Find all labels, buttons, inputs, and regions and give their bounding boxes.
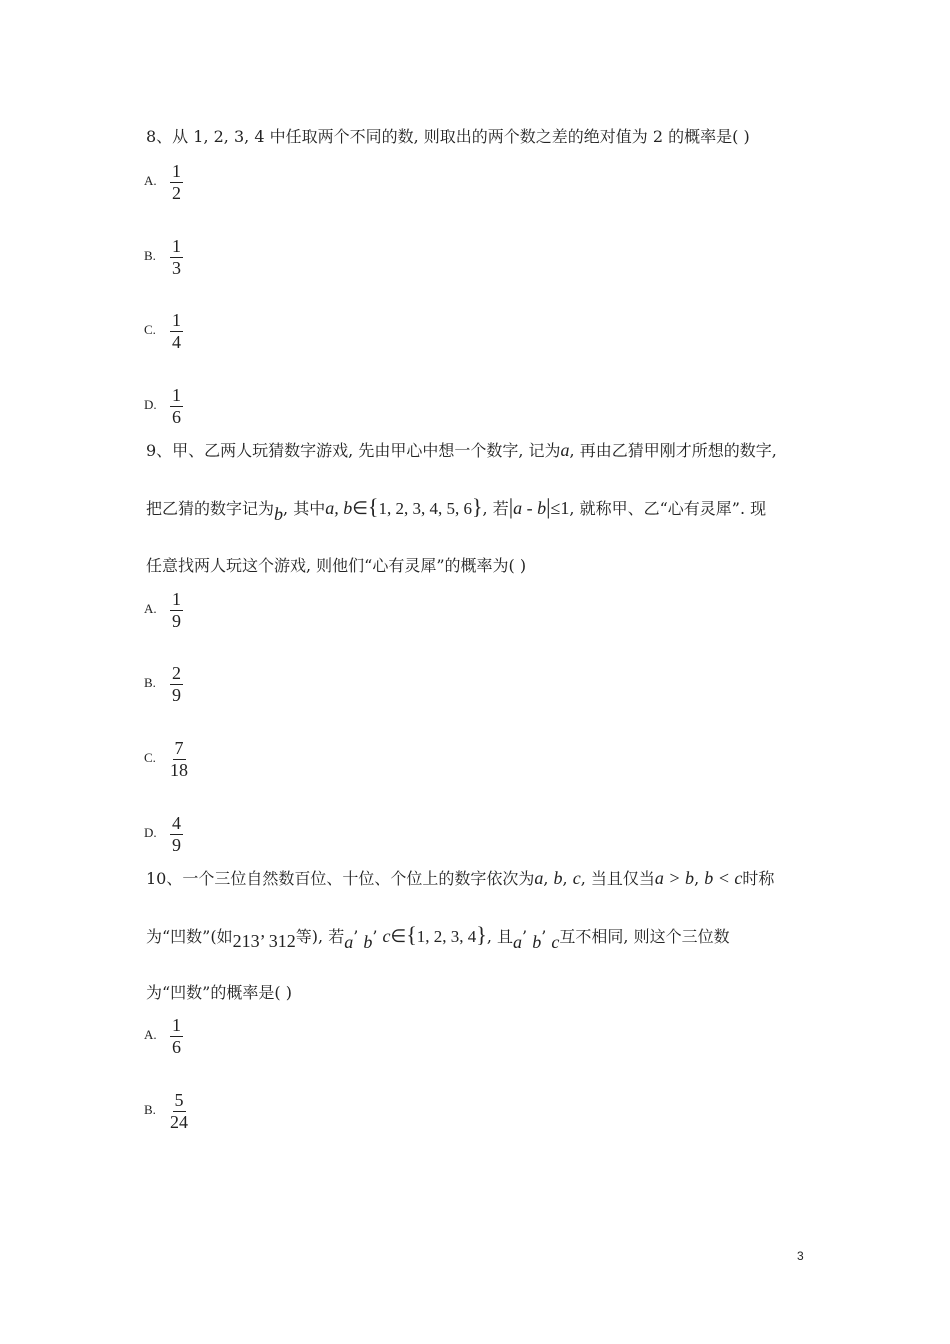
fraction: $\frac{5}{24}$ (170, 1090, 188, 1132)
fraction: $\frac{1}{2}$ (172, 161, 181, 203)
fraction: $\frac{1}{6}$ (172, 385, 181, 427)
q10-stem-line-1: 10、一个三位自然数百位、十位、个位上的数字依次为a, b, c, 当且仅当a > b, b < c时称 (146, 868, 775, 888)
page-number: 3 (797, 1249, 804, 1263)
q9-stem-line-1: 9、甲、乙两人玩猜数字游戏, 先由甲心中想一个数字, 记为a, 再由乙猜甲刚才所想的数字, (146, 440, 777, 460)
fraction: $\frac{1}{3}$ (172, 236, 181, 278)
fraction: $\frac{7}{18}$ (170, 738, 188, 780)
option-label: C. (144, 322, 156, 337)
fraction: $\frac{1}{4}$ (172, 310, 181, 352)
q9-stem-line-2: 把乙猜的数字记为b, 其中a, b∈{1, 2, 3, 4, 5, 6}, 若|a - b|≤1, 就称甲、乙“心有灵犀”. 现 (146, 494, 767, 524)
option-label: C. (144, 750, 156, 765)
option-label: D. (144, 397, 157, 412)
q9-stem-line-3: 任意找两人玩这个游戏, 则他们“心有灵犀”的概率为( ) (146, 556, 527, 575)
q8-stem: 8、从 1, 2, 3, 4 中任取两个不同的数, 则取出的两个数之差的绝对值为 2 的概率是( ) (146, 127, 750, 146)
fraction: $\frac{1}{6}$ (172, 1015, 181, 1057)
fraction: $\frac{1}{9}$ (172, 589, 181, 631)
option-label: B. (144, 248, 156, 263)
option-label: A. (144, 601, 157, 616)
option-label: B. (144, 1102, 156, 1117)
q10-stem-line-2: 为“凹数”(如213’ 312等), 若a’ b’ c∈{1, 2, 3, 4}, 且a’ b’ c互不相同, 则这个三位数 (146, 922, 730, 952)
q10-stem-line-3: 为“凹数”的概率是( ) (146, 983, 292, 1002)
fraction: $\frac{2}{9}$ (172, 663, 181, 705)
option-label: A. (144, 1027, 157, 1042)
option-label: D. (144, 825, 157, 840)
option-label: B. (144, 675, 156, 690)
fraction: $\frac{4}{9}$ (172, 813, 181, 855)
option-label: A. (144, 173, 157, 188)
